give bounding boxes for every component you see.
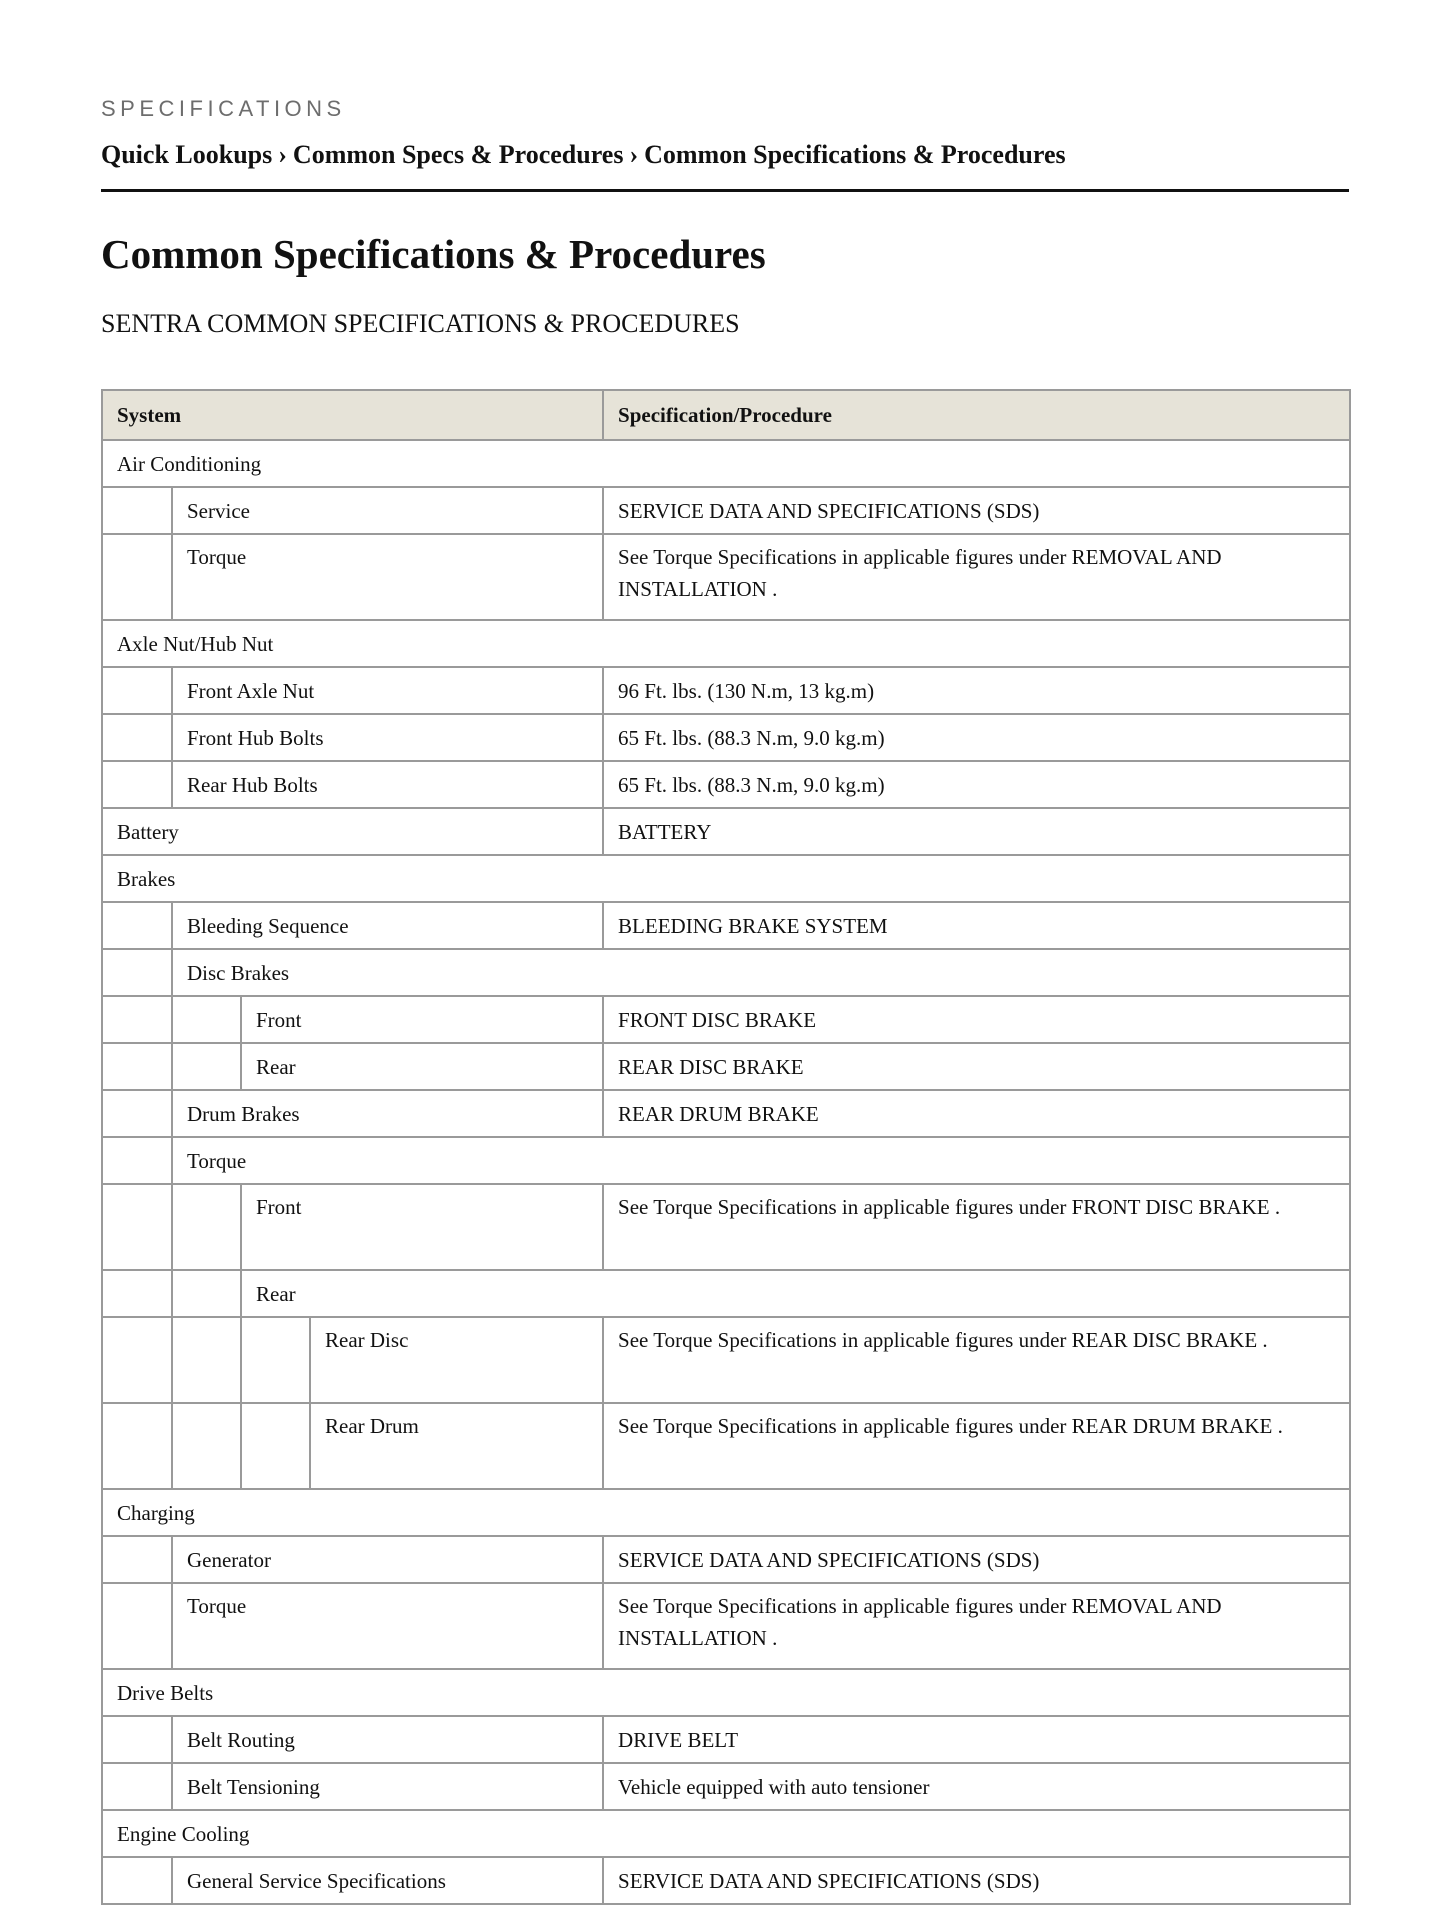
spec-cell: See Torque Specifications in applicable figures under REMOVAL AND INSTALLATION . [603,534,1350,620]
table-row [102,808,1350,855]
system-cell: Drum Brakes [172,1090,603,1137]
spec-cell: 96 Ft. lbs. (130 N.m, 13 kg.m) [603,667,1350,714]
table-row [102,996,1350,1043]
spec-cell: 65 Ft. lbs. (88.3 N.m, 9.0 kg.m) [603,761,1350,808]
indent-cell [102,761,172,808]
indent-cell [172,1043,241,1090]
spec-cell: Vehicle equipped with auto tensioner [603,1763,1350,1810]
table-row [102,1763,1350,1810]
table-row [102,1184,1350,1270]
system-cell: Front [241,1184,603,1270]
system-cell: Front [241,996,603,1043]
system-cell: Generator [172,1536,603,1583]
system-cell: Disc Brakes [172,949,1350,996]
indent-cell [102,1536,172,1583]
spec-cell: SERVICE DATA AND SPECIFICATIONS (SDS) [603,1536,1350,1583]
table-row [102,1090,1350,1137]
system-cell: Rear Drum [310,1403,603,1489]
spec-cell: See Torque Specifications in applicable figures under FRONT DISC BRAKE . [603,1184,1350,1270]
indent-cell [102,1137,172,1184]
spec-cell: BLEEDING BRAKE SYSTEM [603,902,1350,949]
indent-cell [102,902,172,949]
system-cell: Air Conditioning [102,440,1350,487]
indent-cell [102,1270,172,1317]
indent-cell [102,996,172,1043]
spec-cell: REAR DRUM BRAKE [603,1090,1350,1137]
indent-cell [102,1403,172,1489]
indent-cell [102,1090,172,1137]
table-row [102,620,1350,667]
indent-cell [241,1317,310,1403]
table-row [102,1270,1350,1317]
page-subtitle: SENTRA COMMON SPECIFICATIONS & PROCEDURES [101,309,740,338]
system-cell: General Service Specifications [172,1857,603,1904]
indent-cell [102,1184,172,1270]
table-body [102,440,1350,1904]
indent-cell [102,487,172,534]
spec-cell: DRIVE BELT [603,1716,1350,1763]
breadcrumb-separator: › [278,140,287,169]
table-row [102,1043,1350,1090]
breadcrumb-item[interactable]: Quick Lookups [101,140,273,169]
table-row [102,1583,1350,1669]
system-cell: Bleeding Sequence [172,902,603,949]
table-row [102,714,1350,761]
spec-cell: See Torque Specifications in applicable figures under REAR DISC BRAKE . [603,1317,1350,1403]
table-row [102,1317,1350,1403]
page-title: Common Specifications & Procedures [101,231,766,277]
table-row [102,667,1350,714]
indent-cell [172,1270,241,1317]
indent-cell [102,714,172,761]
spec-cell: FRONT DISC BRAKE [603,996,1350,1043]
indent-cell [102,949,172,996]
table-row [102,1810,1350,1857]
table-row [102,1536,1350,1583]
system-cell: Engine Cooling [102,1810,1350,1857]
system-cell: Battery [102,808,603,855]
indent-cell [102,1857,172,1904]
system-cell: Belt Routing [172,1716,603,1763]
indent-cell [102,667,172,714]
table-row [102,1489,1350,1536]
document-page [101,95,1349,1893]
table-row [102,1857,1350,1904]
system-cell: Charging [102,1489,1350,1536]
table-row [102,487,1350,534]
system-cell: Rear Disc [310,1317,603,1403]
table-row [102,855,1350,902]
breadcrumb [101,139,1349,192]
table-row [102,440,1350,487]
spec-cell: See Torque Specifications in applicable figures under REAR DRUM BRAKE . [603,1403,1350,1489]
indent-cell [172,996,241,1043]
system-cell: Drive Belts [102,1669,1350,1716]
indent-cell [172,1403,241,1489]
indent-cell [172,1317,241,1403]
spec-cell: SERVICE DATA AND SPECIFICATIONS (SDS) [603,1857,1350,1904]
system-cell: Torque [172,1137,1350,1184]
indent-cell [102,1583,172,1669]
indent-cell [172,1184,241,1270]
spec-cell: See Torque Specifications in applicable figures under REMOVAL AND INSTALLATION . [603,1583,1350,1669]
system-cell: Torque [172,1583,603,1669]
indent-cell [102,1043,172,1090]
spec-cell: REAR DISC BRAKE [603,1043,1350,1090]
system-cell: Axle Nut/Hub Nut [102,620,1350,667]
breadcrumb-item[interactable]: Common Specs & Procedures [292,140,624,169]
table-row [102,1403,1350,1489]
indent-cell [241,1403,310,1489]
table-header-row [102,390,1350,440]
system-cell: Rear [241,1043,603,1090]
breadcrumb-separator: › [629,140,639,169]
indent-cell [102,1317,172,1403]
table-row [102,1716,1350,1763]
table-row [102,1137,1350,1184]
column-header-system: System [102,390,603,440]
spec-cell: BATTERY [603,808,1350,855]
system-cell: Brakes [102,855,1350,902]
system-cell: Front Hub Bolts [172,714,603,761]
column-header-spec: Specification/Procedure [603,390,1350,440]
system-cell: Belt Tensioning [172,1763,603,1810]
system-cell: Front Axle Nut [172,667,603,714]
table-row [102,902,1350,949]
spec-cell: 65 Ft. lbs. (88.3 N.m, 9.0 kg.m) [603,714,1350,761]
system-cell: Service [172,487,603,534]
table-row [102,761,1350,808]
system-cell: Rear [241,1270,1350,1317]
system-cell: Rear Hub Bolts [172,761,603,808]
table-row [102,534,1350,620]
indent-cell [102,1716,172,1763]
indent-cell [102,1763,172,1810]
specs-table [101,389,1351,1905]
table-row [102,949,1350,996]
system-cell: Torque [172,534,603,620]
section-label: SPECIFICATIONS [101,96,346,121]
table-row [102,1669,1350,1716]
breadcrumb-item: Common Specifications & Procedures [644,140,1066,169]
indent-cell [102,534,172,620]
spec-cell: SERVICE DATA AND SPECIFICATIONS (SDS) [603,487,1350,534]
